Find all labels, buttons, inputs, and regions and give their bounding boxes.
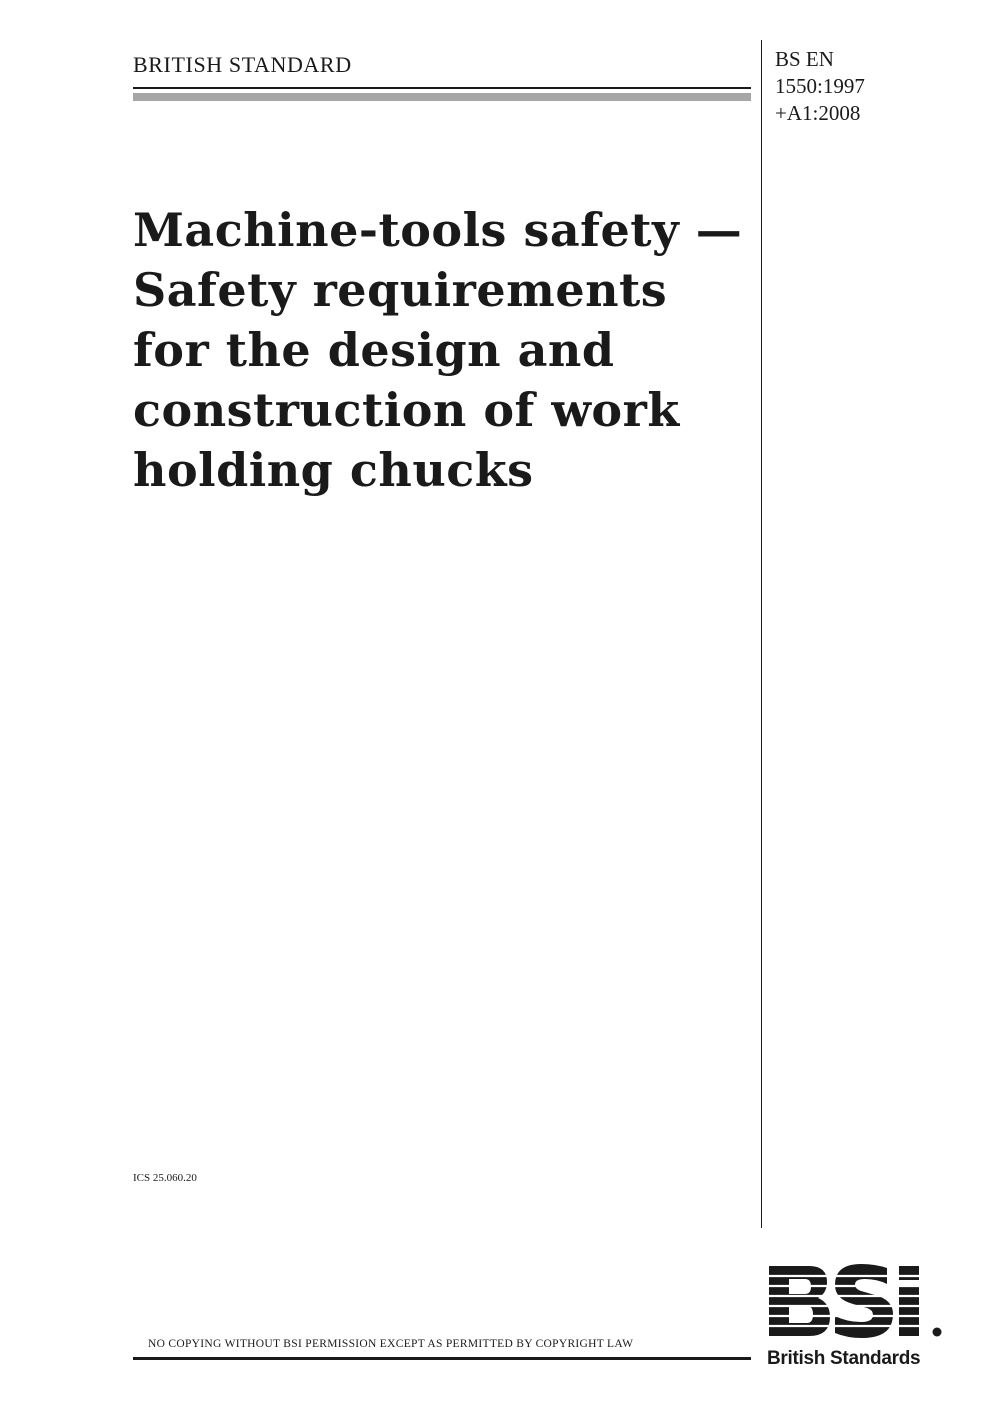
series-label: BRITISH STANDARD [133, 52, 352, 77]
title-line: Safety requirements [133, 263, 668, 317]
title-line: Machine-tools safety — [133, 203, 743, 257]
bsi-logo-mark [767, 1262, 943, 1344]
vertical-divider [761, 40, 762, 1228]
title-line: construction of work [133, 383, 680, 437]
copyright-notice: NO COPYING WITHOUT BSI PERMISSION EXCEPT AS PERMITTED BY COPYRIGHT LAW [148, 1338, 634, 1350]
standard-number [775, 46, 865, 127]
title-line: for the design and [133, 323, 615, 377]
header-rule-thin [133, 87, 751, 89]
logo-caption: British Standards [767, 1348, 921, 1369]
standard-number-line: BS EN [775, 47, 834, 71]
header-rule-thick [133, 93, 751, 101]
document-title [133, 200, 748, 500]
title-line: holding chucks [133, 443, 534, 497]
standard-number-line: 1550:1997 [775, 74, 865, 98]
standard-number-line: +A1:2008 [775, 101, 861, 125]
footer-rule [133, 1357, 751, 1360]
ics-code: ICS 25.060.20 [133, 1172, 197, 1184]
bsi-logo [767, 1262, 943, 1370]
